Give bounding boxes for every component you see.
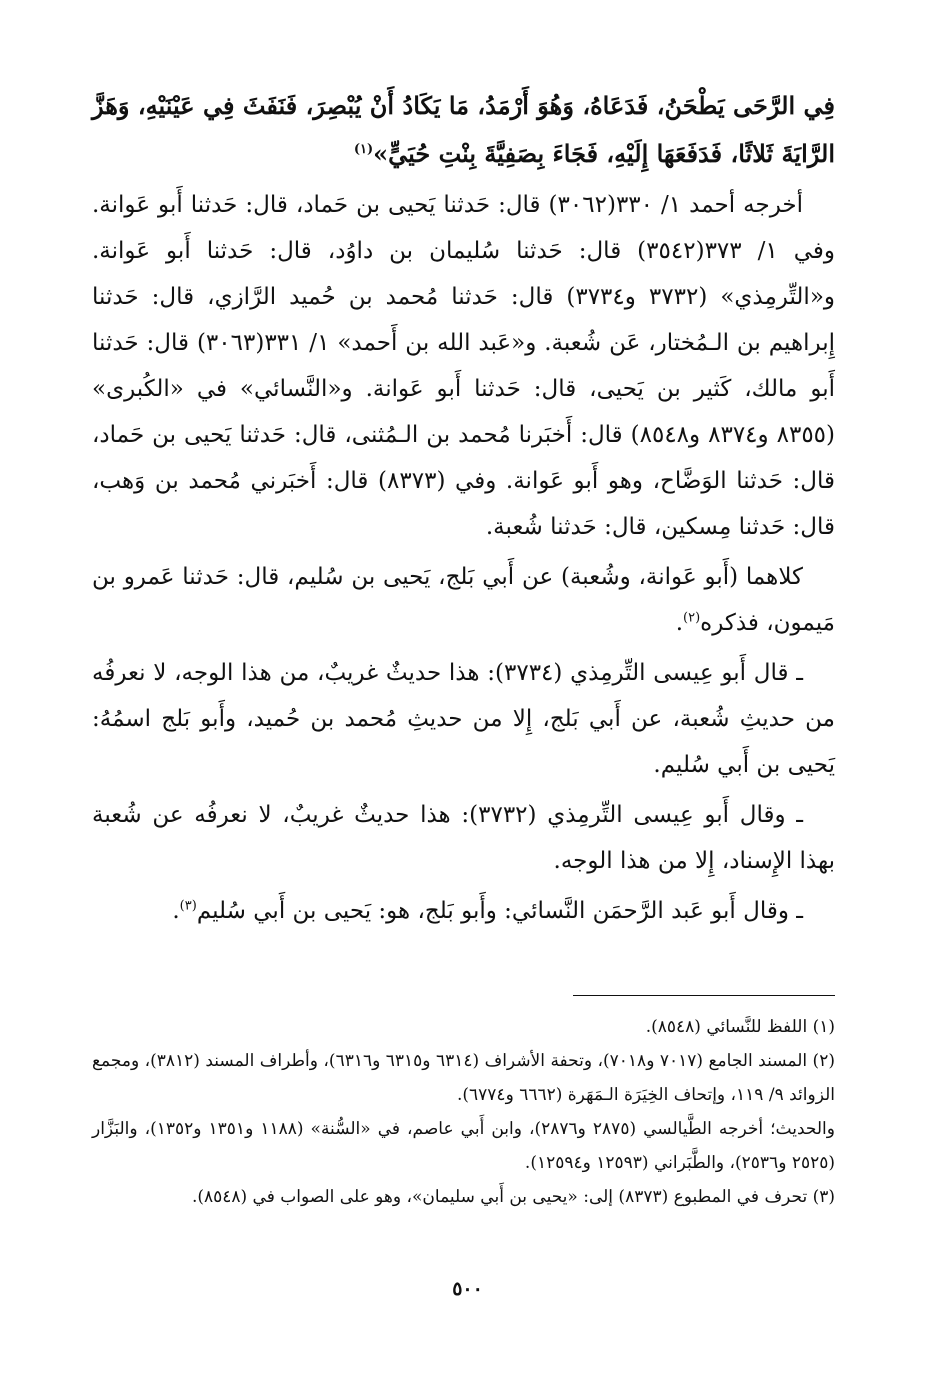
footnote-divider — [573, 995, 835, 996]
kilahuma-end: . — [675, 610, 684, 636]
nasai-end: . — [172, 898, 180, 924]
hadith-text: فِي الرَّحَى يَطْحَنُ، فَدَعَاهُ، وَهُوَ أَرْمَدُ، مَا يَكَادُ أَنْ يُبْصِرَ، فَنَفَثَ فِي عَيْنَيْهِ، وَهَزَّ الرَّايَةَ ثَلاثًا، فَدَفَعَهَا إِلَيْهِ، فَجَاءَ بِصَفِيَّةَ بِنْتِ حُيَيٍّ» — [92, 91, 835, 168]
tirmidhi-comment-2: ـ وقال أَبو عِيسى التِّرمِذي (٣٧٣٢): هذا حديثٌ غريبٌ، لا نعرفُه عن شُعبة بهذا الإِسناد، إِلا من هذا الوجه. — [92, 802, 835, 874]
footnote-ref-3: (٣) — [179, 898, 197, 914]
hadith-paragraph — [92, 82, 835, 178]
takhrij-paragraph: أخرجه أحمد ١/ ٣٣٠(٣٠٦٢) قال: حَدثنا يَحيى بن حَماد، قال: حَدثنا أَبو عَوانة. وفي ١/ ٣٧٣(٣٥٤٢) قال: حَدثنا سُليمان بن داوُد، قال: حَدثنا أَبو عَوانة. و«التِّرمِذي» (٣٧٣٢ و٣٧٣٤) قال: حَدثنا مُحمد بن حُميد الرَّازي، قال: حَدثنا إِبراهيم بن الـمُختار، عَن شُعبة. و«عَبد الله بن أَحمد» ١/ ٣٣١(٣٠٦٣) قال: حَدثنا أَبو مالك، كَثير بن يَحيى، قال: حَدثنا أَبو عَوانة. و«النَّسائي» في «الكُبرى» (٨٣٥٥ و٨٣٧٤ و٨٥٤٨) قال: أَخبَرنا مُحمد بن الـمُثنى، قال: حَدثنا يَحيى بن حَماد، قال: حَدثنا الوَضَّاح، وهو أَبو عَوانة. وفي (٨٣٧٣) قال: أَخبَرني مُحمد بن وَهب، قال: حَدثنا مِسكين، قال: حَدثنا شُعبة. — [92, 192, 836, 540]
footnote-ref-1: (١) — [353, 142, 374, 157]
page-number: ٥٠٠ — [452, 1278, 483, 1300]
nasai-comment — [92, 888, 835, 934]
footnote-1: (١) اللفظ للنَّسائي (٨٥٤٨). — [645, 1017, 835, 1037]
footnotes — [92, 1010, 835, 1214]
kilahuma-text: كلاهما (أَبو عَوانة، وشُعبة) عن أَبي بَلج، يَحيى بن سُليم، قال: حَدثنا عَمرو بن مَيمون، فذكره — [92, 564, 835, 636]
footnote-2: (٢) المسند الجامع (٧٠١٧ و٧٠١٨)، وتحفة الأشراف (٦٣١٤ و٦٣١٥ و٦٣١٦)، وأطراف المسند (٣٨١٢)، ومجمع الزوائد ٩/ ١١٩، وإتحاف الخِيَرَة الـمَهَرة (٦٦٦٢ و٦٧٧٤). — [92, 1051, 835, 1105]
footnote-3: (٣) تحرف في المطبوع (٨٣٧٣) إلى: «يحيى بن أَبي سليمان»، وهو على الصواب في (٨٥٤٨). — [191, 1187, 835, 1207]
tirmidhi-comment-1: ـ قال أَبو عِيسى التِّرمِذي (٣٧٣٤): هذا حديثٌ غريبٌ، من هذا الوجه، لا نعرفُه من حديثِ شُعبة، عن أَبي بَلج، إِلا من حديثِ مُحمد بن حُميد، وأَبو بَلج اسمُهُ: يَحيى بن أَبي سُليم. — [92, 660, 835, 778]
nasai-text: ـ وقال أَبو عَبد الرَّحمَن النَّسائي: وأَبو بَلج، هو: يَحيى بن أَبي سُليم — [196, 898, 803, 924]
footnote-2-continuation: والحديث؛ أخرجه الطَّيالسي (٢٨٧٥ و٢٨٧٦)، وابن أَبي عاصم، في «السُّنة» (١١٨٨ و١٣٥١ و١٣٥٢)، والبَزَّار (٢٥٢٥ و٢٥٣٦)، والطَّبَراني (١٢٥٩٣ و١٢٥٩٤). — [92, 1119, 835, 1173]
footnote-ref-2: (٢) — [683, 610, 701, 626]
main-text — [92, 82, 835, 934]
kilahuma-paragraph — [92, 554, 835, 646]
